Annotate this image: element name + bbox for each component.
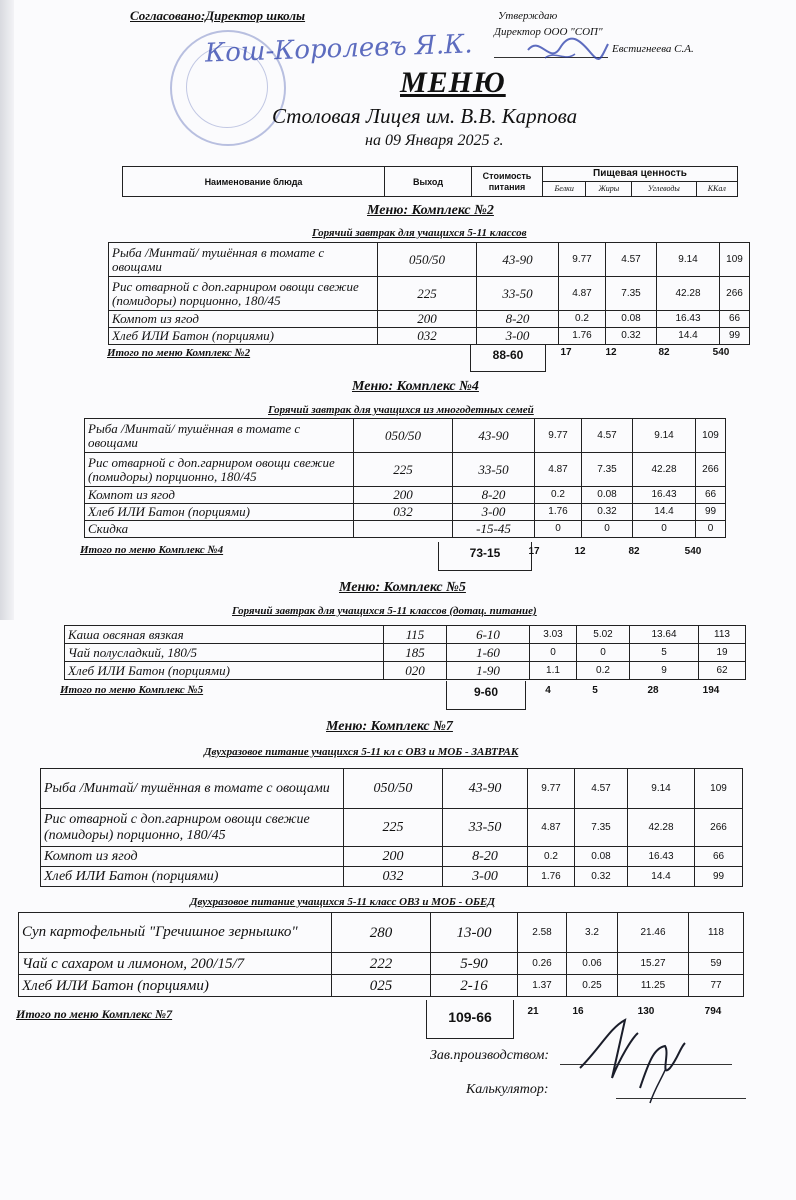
- section-7-total-kcal: 794: [704, 1006, 722, 1017]
- col-protein: Белки: [543, 182, 586, 197]
- approve-right-name: Евстигнеева С.А.: [612, 43, 694, 55]
- section-7-breakfast-table: [40, 768, 743, 887]
- director-signature-icon: [520, 30, 610, 70]
- table-row: Каша овсяная вязкая 115 6-10 3.03 5.02 13.64 113: [65, 626, 746, 644]
- section-5-total-price: 9-60: [446, 681, 526, 710]
- section-4-total-carbs: 82: [628, 546, 640, 557]
- table-row: Хлеб ИЛИ Батон (порциями) 025 2-16 1.37 0.25 11.25 77: [19, 975, 744, 997]
- signature-left: Кош-Королевъ Я.К.: [204, 29, 474, 69]
- section-4-total-label: Итого по меню Комплекс №4: [80, 544, 224, 556]
- section-4-total-fat: 12: [574, 546, 586, 557]
- approve-right-2: Директор ООО "СОП": [494, 26, 603, 38]
- col-nutrition: Пищевая ценность: [543, 167, 738, 182]
- section-7-lunch-table: [18, 912, 744, 997]
- section-7-title: Меню: Комплекс №7: [326, 719, 453, 734]
- approved-left: Согласовано:Директор школы: [130, 8, 306, 23]
- section-5-subtitle: Горячий завтрак для учащихся 5-11 классов (дотац. питание): [232, 605, 537, 617]
- table-row: Компот из ягод 200 8-20 0.2 0.08 16.43 66: [41, 847, 743, 867]
- section-2-total-kcal: 540: [712, 347, 730, 358]
- table-row: Чай полусладкий, 180/5 185 1-60 0 0 5 19: [65, 644, 746, 662]
- section-5-title: Меню: Комплекс №5: [339, 580, 466, 595]
- section-7-total-label: Итого по меню Комплекс №7: [16, 1007, 173, 1021]
- col-kcal: ККал: [696, 182, 737, 197]
- section-7-total-carbs: 130: [637, 1006, 655, 1017]
- table-row: Хлеб ИЛИ Батон (порциями) 032 3-00 1.76 0.32 14.4 99: [85, 504, 726, 521]
- page-subtitle: Столовая Лицея им. В.В. Карпова: [272, 104, 578, 128]
- calc-label: Калькулятор:: [466, 1082, 549, 1097]
- section-2-subtitle: Горячий завтрак для учащихся 5-11 классов: [312, 227, 527, 239]
- table-row: Рис отварной с доп.гарниром овощи свежие (помидоры) порционно, 180/45 225 33-50 4.87 7.35 42.28 266: [85, 453, 726, 487]
- table-row: Хлеб ИЛИ Батон (порциями) 032 3-00 1.76 0.32 14.4 99: [109, 328, 750, 345]
- section-2-total-carbs: 82: [658, 347, 670, 358]
- table-row: Рыба /Минтай/ тушённая в томате с овощами 050/50 43-90 9.77 4.57 9.14 109: [109, 243, 750, 277]
- table-row: Хлеб ИЛИ Батон (порциями) 032 3-00 1.76 0.32 14.4 99: [41, 867, 743, 887]
- section-4-title: Меню: Комплекс №4: [352, 379, 479, 394]
- section-4-total-protein: 17: [528, 546, 540, 557]
- page-title: МЕНЮ: [400, 66, 506, 99]
- section-5-total-carbs: 28: [647, 685, 659, 696]
- table-row: Суп картофельный "Гречишное зернышко" 280 13-00 2.58 3.2 21.46 118: [19, 913, 744, 953]
- section-4-total-kcal: 540: [684, 546, 702, 557]
- section-5-table: [64, 625, 746, 680]
- section-4-subtitle: Горячий завтрак для учащихся из многодетных семей: [268, 404, 534, 416]
- section-2-total-price: 88-60: [470, 345, 546, 372]
- page-date: на 09 Января 2025 г.: [365, 132, 504, 149]
- section-5-total-label: Итого по меню Комплекс №5: [60, 684, 204, 696]
- table-row: Хлеб ИЛИ Батон (порциями) 020 1-90 1.1 0.2 9 62: [65, 662, 746, 680]
- section-7-total-protein: 21: [527, 1006, 539, 1017]
- section-7-total-fat: 16: [572, 1006, 584, 1017]
- table-row: Скидка -15-45 0 0 0 0: [85, 521, 726, 538]
- table-row: Компот из ягод 200 8-20 0.2 0.08 16.43 66: [109, 311, 750, 328]
- table-row: Рыба /Минтай/ тушённая в томате с овощами 050/50 43-90 9.77 4.57 9.14 109: [41, 769, 743, 809]
- approve-right-1: Утверждаю: [498, 10, 558, 22]
- section-2-title: Меню: Комплекс №2: [367, 203, 494, 218]
- col-price: Стоимость питания: [472, 167, 543, 197]
- section-5-total-kcal: 194: [702, 685, 720, 696]
- column-header-table: [122, 166, 738, 197]
- table-row: Рыба /Минтай/ тушённая в томате с овощами 050/50 43-90 9.77 4.57 9.14 109: [85, 419, 726, 453]
- section-2-table: [108, 242, 750, 345]
- section-7-subtitle-lunch: Двухразовое питание учащихся 5-11 класс ОВЗ и МОБ - ОБЕД: [190, 896, 495, 908]
- section-2-total-protein: 17: [560, 347, 572, 358]
- section-4-total-price: 73-15: [438, 542, 532, 571]
- table-row: Рис отварной с доп.гарниром овощи свежие (помидоры) порционно, 180/45 225 33-50 4.87 7.35 42.28 266: [109, 277, 750, 311]
- manager-label: Зав.производством:: [430, 1048, 550, 1063]
- section-2-total-fat: 12: [605, 347, 617, 358]
- col-name: Наименование блюда: [123, 167, 385, 197]
- col-output: Выход: [385, 167, 472, 197]
- section-4-table: [84, 418, 726, 538]
- col-carbs: Углеводы: [632, 182, 696, 197]
- section-2-total-label: Итого по меню Комплекс №2: [107, 347, 251, 359]
- section-7-subtitle: Двухразовое питание учащихся 5-11 кл с ОВЗ и МОБ - ЗАВТРАК: [204, 746, 519, 758]
- section-5-total-protein: 4: [545, 685, 551, 696]
- section-7-total-price: 109-66: [426, 1000, 514, 1039]
- manager-signature-icon: [570, 1008, 690, 1108]
- table-row: Компот из ягод 200 8-20 0.2 0.08 16.43 66: [85, 487, 726, 504]
- section-5-total-fat: 5: [592, 685, 598, 696]
- table-row: Рис отварной с доп.гарниром овощи свежие (помидоры) порционно, 180/45 225 33-50 4.87 7.35 42.28 266: [41, 809, 743, 847]
- col-fat: Жиры: [586, 182, 632, 197]
- table-row: Чай с сахаром и лимоном, 200/15/7 222 5-90 0.26 0.06 15.27 59: [19, 953, 744, 975]
